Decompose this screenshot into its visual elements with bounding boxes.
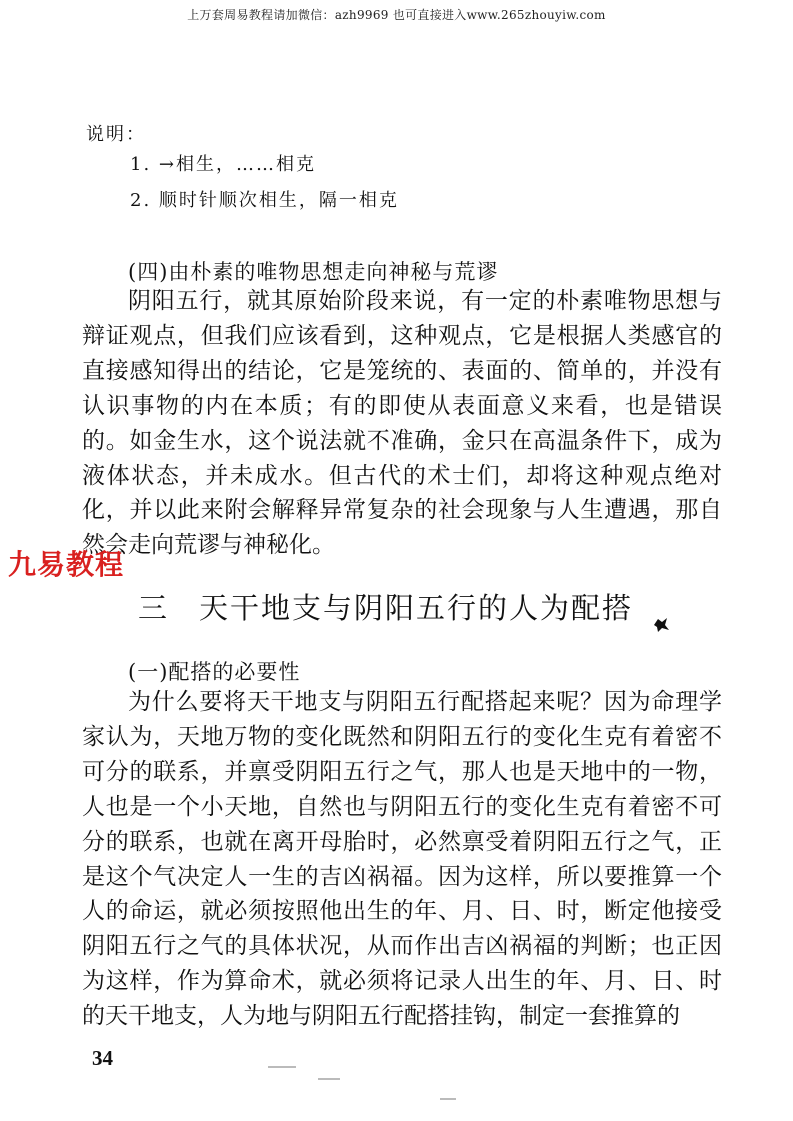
- note-label: 说明：: [86, 124, 146, 145]
- scan-artifact: [318, 1078, 340, 1080]
- chapter-title: [138, 586, 633, 627]
- page-number: 34: [92, 1046, 113, 1070]
- scan-artifact: [268, 1066, 296, 1068]
- section-heading: (四)由朴素的唯物思想走向神秘与荒谬: [128, 260, 499, 284]
- chapter-number: 三: [138, 591, 170, 625]
- note-item: 2. 顺时针顺次相生，隔一相克: [130, 190, 399, 211]
- note-item: 1. →相生，……相克: [130, 154, 316, 175]
- chapter-title-text: 天干地支与阴阳五行的人为配搭: [199, 591, 634, 625]
- body-paragraph: 阴阳五行，就其原始阶段来说，有一定的朴素唯物思想与辩证观点，但我们应该看到，这种观点，它是根据人类感官的直接感知得出的结论，它是笼统的、表面的、简单的，并没有认识事物的内在本质；有的即使从表面意义来看，也是错误的。如金生水，这个说法就不准确，金只在高温条件下，成为液体状态，并未成水。但古代的术士们，却将这种观点绝对化，并以此来附会解释异常复杂的社会现象与人生遭遇，那自然会走向荒谬与神秘化。: [82, 288, 722, 559]
- header-banner: 上万套周易教程请加微信：azh9969 也可直接进入www.265zhouyiw.com: [187, 8, 606, 22]
- scan-artifact: [440, 1098, 456, 1100]
- section-heading: (一)配搭的必要性: [128, 660, 301, 684]
- ink-blot-icon: [652, 616, 670, 634]
- watermark-logo: 九易教程: [8, 548, 125, 581]
- body-paragraph: 为什么要将天干地支与阴阳五行配搭起来呢？因为命理学家认为，天地万物的变化既然和阴阳五行的变化生克有着密不可分的联系，并禀受阴阳五行之气，那人也是天地中的一物，人也是一个小天地，自然也与阴阳五行的变化生克有着密不可分的联系，也就在离开母胎时，必然禀受着阴阳五行之气，正是这个气决定人一生的吉凶祸福。因为这样，所以要推算一个人的命运，就必须按照他出生的年、月、日、时，断定他接受阴阳五行之气的具体状况，从而作出吉凶祸福的判断；也正因为这样，作为算命术，就必须将记录人出生的年、月、日、时的天干地支，人为地与阴阳五行配搭挂钩，制定一套推算的: [82, 689, 722, 1030]
